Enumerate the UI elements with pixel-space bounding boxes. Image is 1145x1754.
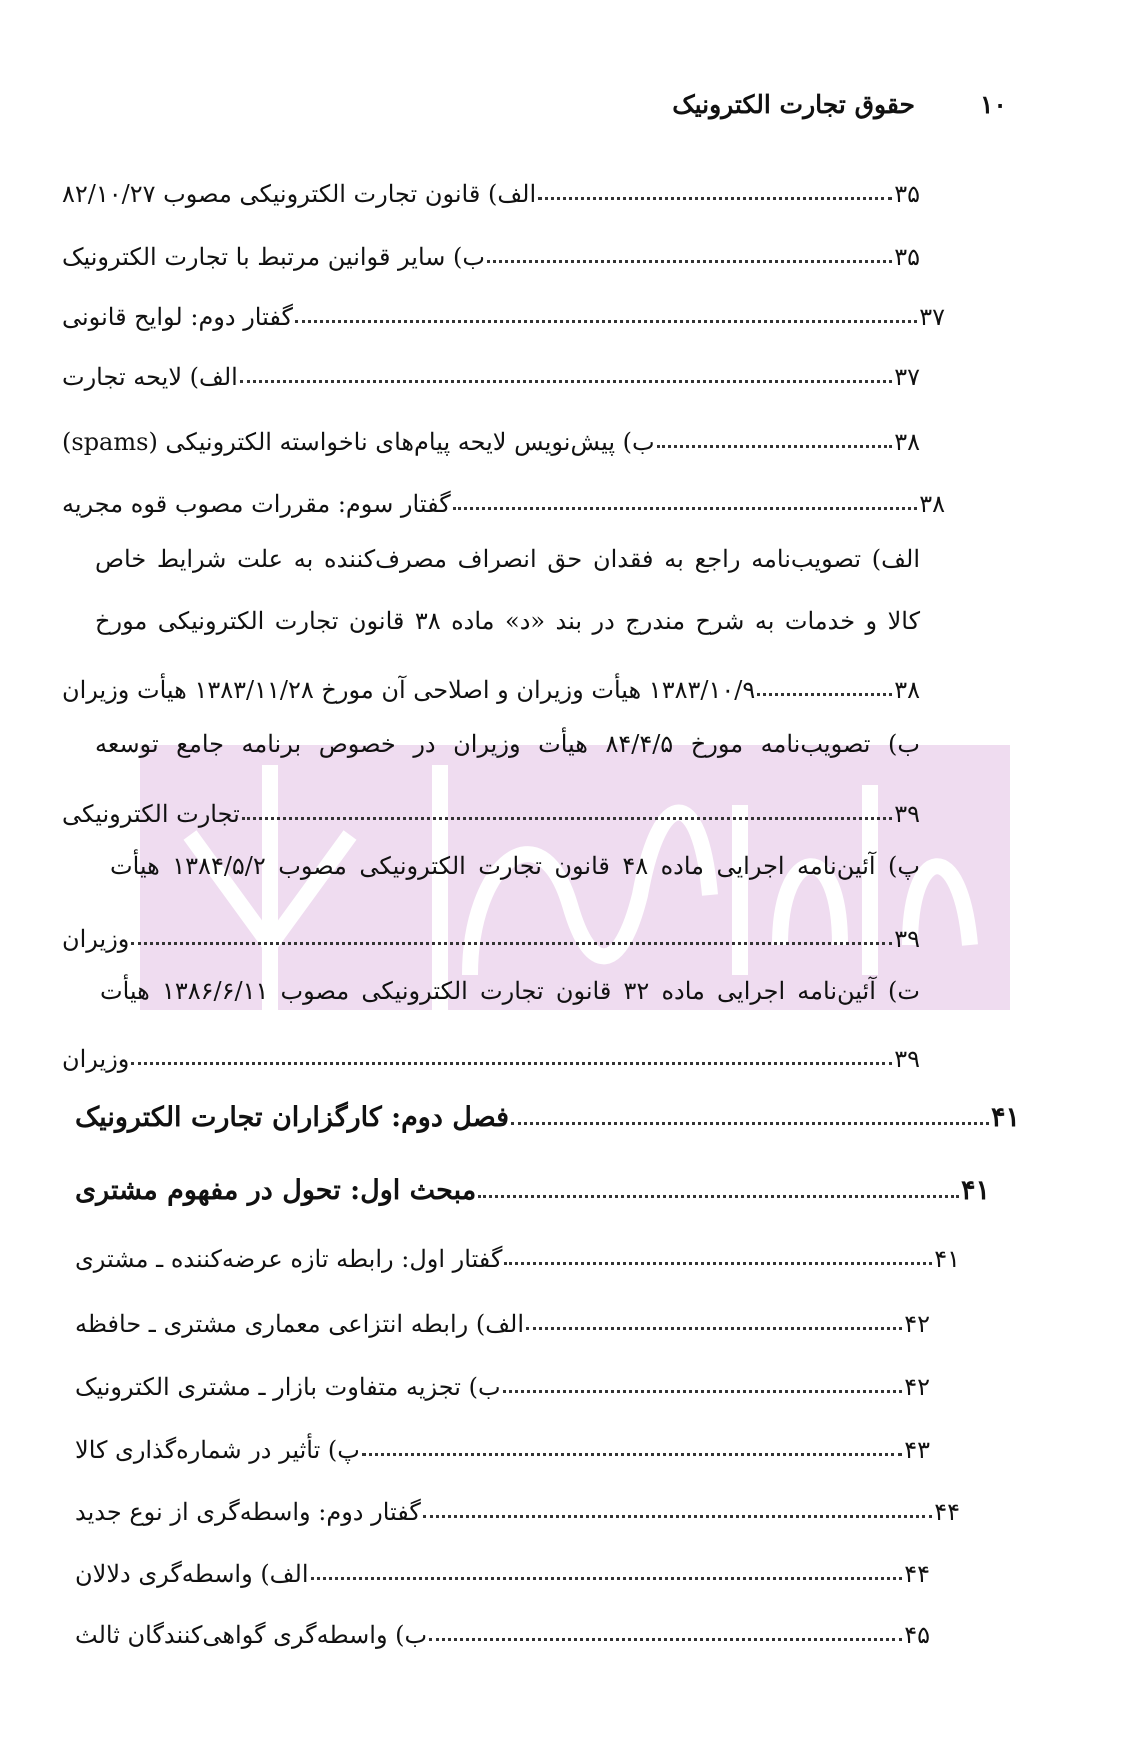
dot-leader	[131, 1062, 892, 1065]
dot-leader	[478, 1195, 959, 1198]
toc-entry-line: کالا و خدمات به شرح مندرج در بند «د» ماده ۳۸ قانون تجارت الکترونیکی مورخ	[95, 607, 920, 635]
toc-entry-title: الف) قانون تجارت الکترونیکی مصوب ۸۲/۱۰/۲۷	[62, 180, 537, 208]
toc-entry[interactable]	[75, 1613, 930, 1649]
dot-leader	[311, 1577, 903, 1580]
toc-entry-page: ۴۱	[934, 1245, 960, 1273]
toc-entry[interactable]	[75, 1490, 960, 1526]
toc-entry-page: ۴۵	[904, 1621, 930, 1649]
toc-entry[interactable]	[75, 1428, 930, 1464]
toc-entry-page: ۳۷	[919, 303, 945, 331]
dot-leader	[295, 320, 917, 323]
toc-entry-page: ۴۲	[904, 1310, 930, 1338]
toc-entry[interactable]	[75, 1237, 960, 1273]
toc-entry[interactable]	[62, 355, 920, 391]
dot-leader	[487, 260, 892, 263]
dot-leader	[240, 380, 892, 383]
toc-entry[interactable]	[62, 792, 920, 828]
dot-leader	[526, 1327, 902, 1330]
toc-chapter-entry[interactable]	[75, 1097, 1020, 1133]
toc-section-entry[interactable]	[75, 1170, 990, 1206]
toc-entry-title: مبحث اول: تحول در مفهوم مشتری	[75, 1175, 477, 1206]
toc-entry-title: تجارت الکترونیکی	[62, 800, 240, 828]
toc-entry-title: ب) واسطه‌گری گواهی‌کنندگان ثالث	[75, 1621, 428, 1649]
dot-leader	[504, 1262, 932, 1265]
toc-entry-title: ب) تجزیه متفاوت بازار ـ مشتری الکترونیک	[75, 1373, 501, 1401]
toc-entry-line: ب) تصویب‌نامه مورخ ۸۴/۴/۵ هیأت وزیران در خصوص برنامه جامع توسعه	[95, 730, 920, 758]
dot-leader	[538, 197, 892, 200]
toc-entry[interactable]	[62, 420, 920, 456]
dot-leader	[757, 693, 892, 696]
toc-entry-title: ب) پیش‌نویس لایحه پیام‌های ناخواسته الکترونیکی (spams)	[62, 428, 655, 456]
toc-entry-line: پ) آئین‌نامه اجرایی ماده ۴۸ قانون تجارت الکترونیکی مصوب ۱۳۸۴/۵/۲ هیأت	[110, 852, 921, 880]
toc-entry-title: الف) واسطه‌گری دلالان	[75, 1560, 309, 1588]
running-header-title: حقوق تجارت الکترونیک	[672, 90, 915, 119]
toc-entry-title: وزیران	[62, 1045, 130, 1073]
toc-entry-title: گفتار دوم: واسطه‌گری از نوع جدید	[75, 1498, 421, 1526]
toc-entry-title: الف) رابطه انتزاعی معماری مشتری ـ حافظه	[75, 1310, 525, 1338]
toc-entry-page: ۳۹	[894, 1045, 920, 1073]
toc-entry-page: ۳۸	[894, 676, 920, 704]
toc-entry[interactable]	[62, 235, 920, 271]
toc-entry[interactable]	[62, 482, 945, 518]
dot-leader	[657, 445, 893, 448]
toc-entry-page: ۴۳	[904, 1436, 930, 1464]
dot-leader	[242, 817, 892, 820]
toc-entry-page: ۳۷	[894, 363, 920, 391]
toc-entry-page: ۴۲	[904, 1373, 930, 1401]
toc-entry[interactable]	[62, 172, 920, 208]
toc-entry-title: گفتار سوم: مقررات مصوب قوه مجریه	[62, 490, 451, 518]
dot-leader	[511, 1122, 989, 1125]
toc-entry-title: فصل دوم: کارگزاران تجارت الکترونیک	[75, 1102, 510, 1133]
toc-entry-page: ۴۴	[934, 1498, 960, 1526]
toc-entry[interactable]	[75, 1552, 930, 1588]
toc-entry-page: ۴۴	[904, 1560, 930, 1588]
toc-entry[interactable]	[75, 1365, 930, 1401]
toc-entry-title: گفتار اول: رابطه تازه عرضه‌کننده ـ مشتری	[75, 1245, 503, 1273]
dot-leader	[131, 942, 892, 945]
toc-entry-page: ۳۸	[919, 490, 945, 518]
page-number: ۱۰	[980, 90, 1007, 119]
toc-entry-page: ۳۵	[894, 180, 920, 208]
toc-entry[interactable]	[62, 295, 945, 331]
toc-entry[interactable]	[62, 668, 920, 704]
toc-entry-page: ۴۱	[990, 1102, 1020, 1133]
toc-entry-title: پ) تأثیر در شماره‌گذاری کالا	[75, 1436, 360, 1464]
toc-entry-page: ۳۸	[894, 428, 920, 456]
toc-entry-page: ۳۹	[894, 925, 920, 953]
toc-entry-page: ۴۱	[960, 1175, 990, 1206]
toc-entry-line: الف) تصویب‌نامه راجع به فقدان حق انصراف مصرف‌کننده به علت شرایط خاص	[95, 545, 920, 573]
toc-entry-line: ت) آئین‌نامه اجرایی ماده ۳۲ قانون تجارت الکترونیکی مصوب ۱۳۸۶/۶/۱۱ هیأت	[100, 977, 920, 1005]
toc-entry-page: ۳۹	[894, 800, 920, 828]
toc-entry[interactable]	[75, 1302, 930, 1338]
dot-leader	[503, 1390, 903, 1393]
dot-leader	[423, 1515, 932, 1518]
toc-entry-title: ب) سایر قوانین مرتبط با تجارت الکترونیک	[62, 243, 485, 271]
toc-entry-page: ۳۵	[894, 243, 920, 271]
dot-leader	[429, 1638, 902, 1641]
toc-entry-title: الف) لایحه تجارت	[62, 363, 238, 391]
dot-leader	[362, 1453, 902, 1456]
toc-entry-title: ۱۳۸۳/۱۰/۹ هیأت وزیران و اصلاحی آن مورخ ۱۳۸۳/۱۱/۲۸ هیأت وزیران	[62, 676, 756, 704]
toc-entry[interactable]	[62, 1037, 920, 1073]
toc-entry-title: گفتار دوم: لوایح قانونی	[62, 303, 293, 331]
dot-leader	[453, 507, 918, 510]
toc-entry[interactable]	[62, 917, 920, 953]
toc-entry-title: وزیران	[62, 925, 130, 953]
